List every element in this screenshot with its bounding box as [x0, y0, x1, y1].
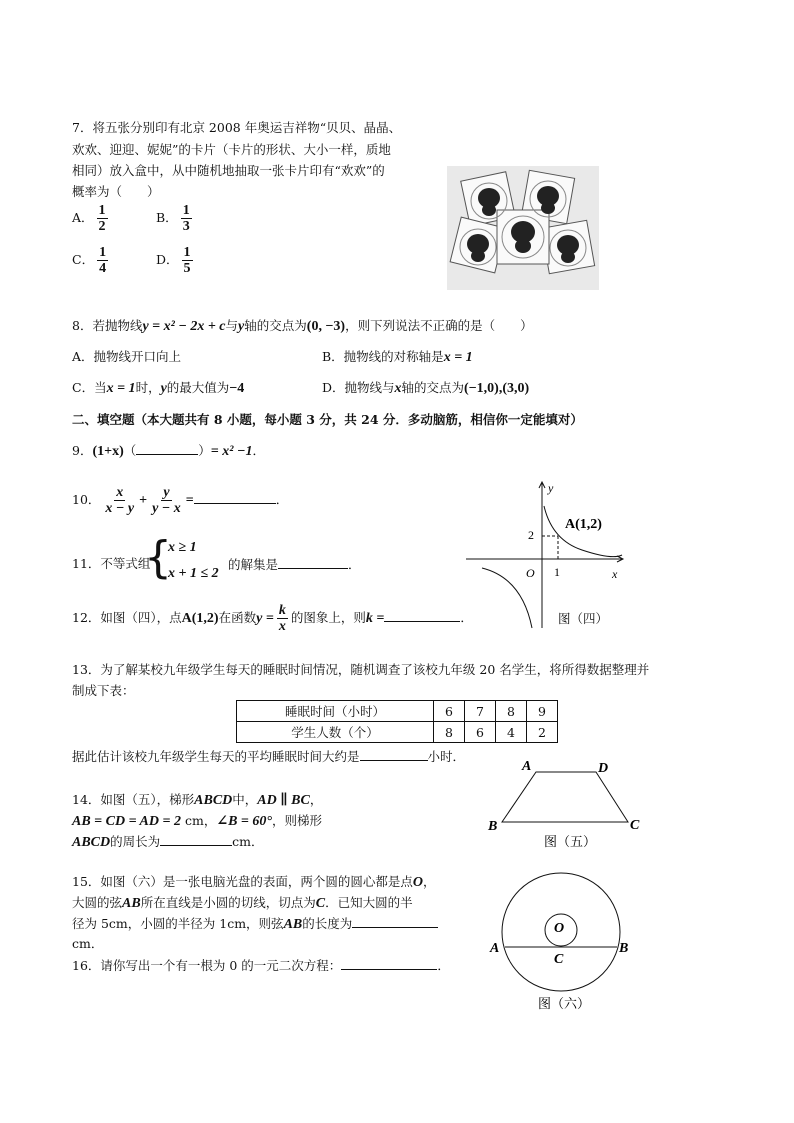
- q10: 10． $\frac{x}{x - y}$ + $\frac{y}{y - x}$ = ．: [72, 485, 289, 516]
- q15-line-4: cm．: [72, 936, 104, 951]
- q16-answer-blank[interactable]: [341, 955, 437, 970]
- table-cell: 6: [434, 701, 465, 722]
- table-row: [237, 722, 558, 743]
- q8-option-c: C．当x = 1时，y的最大值为−4: [72, 380, 245, 396]
- q11-answer-blank[interactable]: [278, 554, 348, 569]
- hyperbola-branch-2: [482, 568, 532, 628]
- q13-line-2: 制成下表：: [72, 683, 135, 698]
- fig5-caption: 图（五）: [544, 834, 597, 849]
- table-row: [237, 701, 558, 722]
- fig4-y-label: y: [548, 481, 554, 495]
- q14-line-1: 14．如图（五），梯形ABCD中，AD ∥ BC，: [72, 792, 323, 808]
- table-cell: 6: [465, 722, 496, 743]
- q7-line-4: 概率为（ ）: [72, 184, 160, 199]
- fig6-label-c: C: [554, 952, 564, 967]
- q13-answer-blank[interactable]: [360, 746, 428, 761]
- q7-line-3: 相同）放入盒中，从中随机地抽取一张卡片印有“欢欢”的: [72, 163, 385, 178]
- table-cell: 9: [527, 701, 558, 722]
- q13-line-1: 13．为了解某校九年级学生每天的睡眠时间情况，随机调查了该校九年级 20 名学生，将所得数据整理并: [72, 662, 650, 677]
- q7-line-2: 欢欢、迎迎、妮妮”的卡片（卡片的形状、大小一样，质地: [72, 142, 391, 157]
- q15-line-3: 径为 5cm，小圆的半径为 1cm，则弦AB的长度为: [72, 913, 438, 936]
- table-cell: 7: [465, 701, 496, 722]
- q15-answer-blank[interactable]: [352, 913, 438, 928]
- fig4-point-label: A(1,2): [565, 517, 602, 532]
- q12: 12．如图（四），点A(1,2)在函数y = $\frac{k}{x}$ 的图象上，则k = ．: [72, 603, 473, 634]
- table-cell: 4: [496, 722, 527, 743]
- q10-answer-blank[interactable]: [194, 489, 276, 504]
- sleep-table: [236, 700, 558, 743]
- q9: 9．(1+x)（ ）= x² −1．: [72, 440, 265, 463]
- q14-line-2: AB = CD = AD = 2 cm，∠B = 60°，则梯形: [72, 813, 323, 829]
- q7-option-c: C． $\frac{1}{4}$: [72, 245, 107, 276]
- fig5-label-d: D: [598, 761, 609, 776]
- fig4-x-label: x: [612, 567, 618, 581]
- q15-line-2: 大圆的弦AB所在直线是小圆的切线，切点为C．已知大圆的半: [72, 895, 413, 911]
- fig6-label-a: A: [490, 941, 500, 956]
- q7-option-b: B． $\frac{1}{3}$: [156, 203, 190, 234]
- q13-after: 据此估计该校九年级学生每天的平均睡眠时间大约是 小时．: [72, 746, 465, 768]
- figure-6-disc: [486, 862, 636, 1014]
- q7-option-d: D． $\frac{1}{5}$: [156, 245, 191, 276]
- q16: 16．请你写出一个有一根为 0 的一元二次方程： ．: [72, 955, 450, 977]
- mascot-cards-image: [447, 166, 599, 290]
- q7-option-a: A． $\frac{1}{2}$: [72, 203, 106, 234]
- fig4-tick-x: 1: [554, 565, 560, 579]
- table-cell: 2: [527, 722, 558, 743]
- table-cell: 8: [496, 701, 527, 722]
- q12-answer-blank[interactable]: [384, 607, 460, 622]
- fig5-label-b: B: [488, 819, 498, 834]
- q8-stem: 8．若抛物线y = x² − 2x + c与y轴的交点为(0, −3)，则下列说法不正确的是（ ）: [72, 318, 533, 334]
- table-row-label: 学生人数（个）: [237, 722, 434, 743]
- fig6-caption: 图（六）: [538, 996, 591, 1011]
- fig5-label-c: C: [630, 818, 640, 833]
- q8-option-a: A．抛物线开口向上: [72, 349, 182, 364]
- q9-answer-blank[interactable]: [136, 440, 198, 455]
- fig6-label-o: O: [554, 921, 565, 936]
- figure-5-trapezoid: [484, 754, 650, 850]
- section-2-title: 二、填空题（本大题共有 8 小题，每小题 3 分，共 24 分．多动脑筋，相信你一定能填对）: [72, 412, 583, 427]
- q8-option-d: D．抛物线与x轴的交点为(−1,0),(3,0): [322, 380, 530, 396]
- q14-line-3: ABCD的周长为 cm．: [72, 831, 264, 854]
- fig4-origin: O: [526, 566, 535, 580]
- q7-line-1: 7．将五张分别印有北京 2008 年奥运吉祥物“贝贝、晶晶、: [72, 120, 402, 135]
- table-row-label: 睡眠时间（小时）: [237, 701, 434, 722]
- q8-option-b: B．抛物线的对称轴是x = 1: [322, 349, 473, 365]
- figure-4-graph: [462, 478, 632, 630]
- figure-4-caption: 图（四）: [558, 611, 609, 626]
- table-cell: 8: [434, 722, 465, 743]
- q14-answer-blank[interactable]: [160, 831, 232, 846]
- fig6-label-b: B: [619, 941, 629, 956]
- q15-line-1: 15．如图（六）是一张电脑光盘的表面，两个圆的圆心都是点O，: [72, 874, 436, 890]
- fig5-label-a: A: [522, 759, 532, 774]
- fig4-tick-y: 2: [528, 528, 534, 542]
- trapezoid-abcd: [502, 772, 628, 822]
